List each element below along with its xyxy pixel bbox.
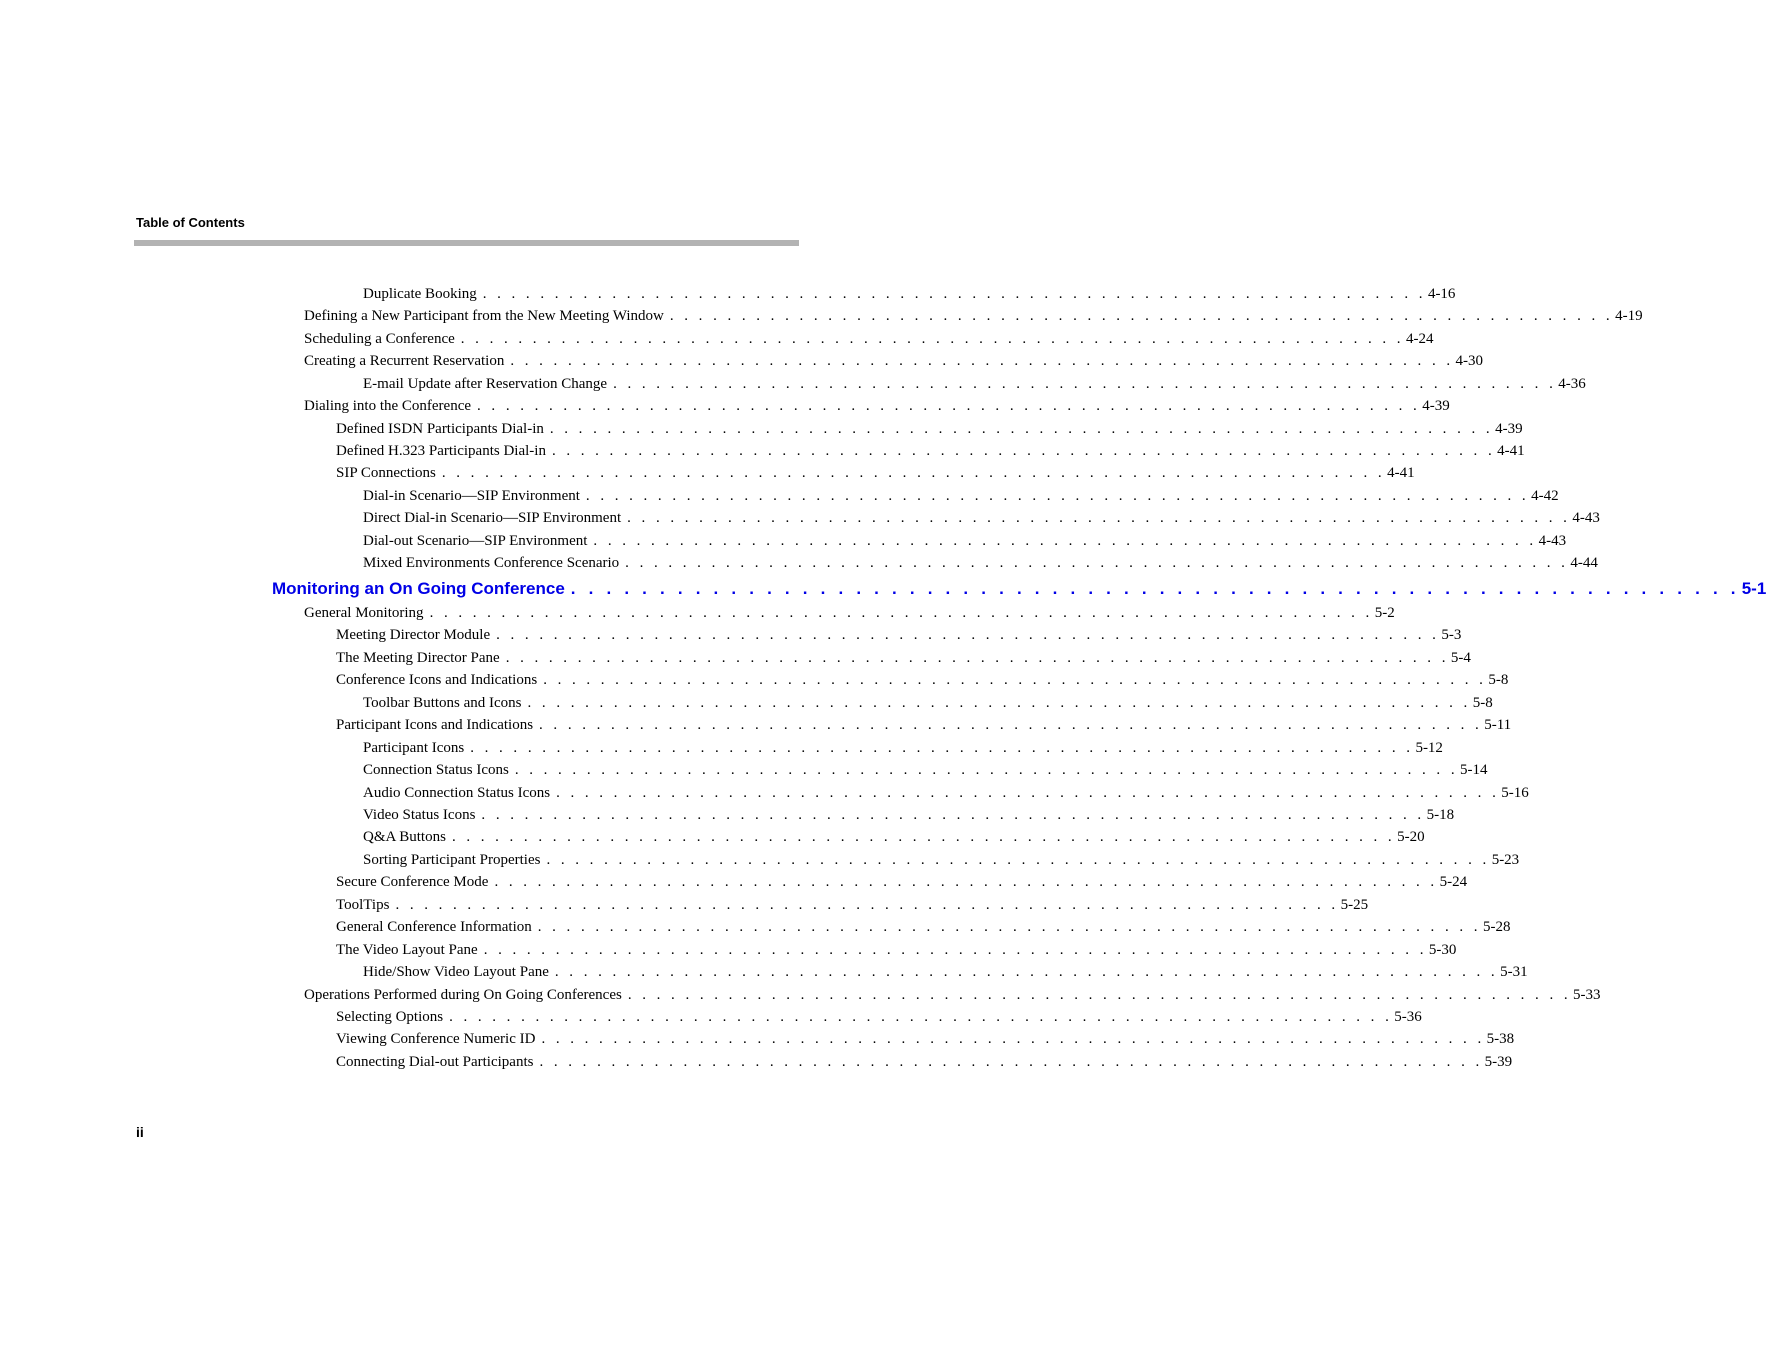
- toc-entry-title: Secure Conference Mode: [336, 874, 489, 890]
- toc-entry-title: Connection Status Icons: [363, 762, 509, 778]
- toc-dot-leader: . . . . . . . . . . . . . . . . . . . . . . . . . . . . . . . . . . . . . . . . . . . . . . . . . . . . . . . . . . . . . . . . . .: [477, 398, 1421, 414]
- toc-dot-leader: . . . . . . . . . . . . . . . . . . . . . . . . . . . . . . . . . . . . . . . . . . . . . . . . . . . . . . . . . . . . . . . . . .: [551, 443, 1496, 459]
- footer-page-number: ii: [136, 1124, 144, 1140]
- toc-entry-page: 4-41: [1497, 443, 1525, 459]
- toc-entry-title: Dial-out Scenario—SIP Environment: [363, 533, 588, 549]
- toc-entry-page: 5-33: [1573, 987, 1601, 1003]
- toc-entry-page: 5-20: [1397, 829, 1425, 845]
- toc-entry-page: 5-23: [1491, 852, 1520, 868]
- toc-dot-leader: . . . . . . . . . . . . . . . . . . . . . . . . . . . . . . . . . . . . . . . . . . . . . . . . . . . . . . . . . . . . . . . . . .: [570, 579, 1740, 598]
- toc-entry-page: 5-36: [1394, 1009, 1422, 1025]
- toc-entry[interactable]: [336, 441, 1525, 461]
- toc-entry-title: Dialing into the Conference: [304, 398, 472, 414]
- toc-dot-leader: . . . . . . . . . . . . . . . . . . . . . . . . . . . . . . . . . . . . . . . . . . . . . . . . . . . . . . . . . . . . . . . . . .: [613, 376, 1557, 392]
- toc-entry[interactable]: [363, 374, 1586, 394]
- toc-entry[interactable]: [363, 693, 1493, 713]
- toc-entry-title: Duplicate Booking: [363, 286, 477, 302]
- toc-entry[interactable]: [363, 962, 1528, 982]
- toc-entry-title: Connecting Dial-out Participants: [336, 1054, 534, 1070]
- toc-entry-page: 4-19: [1615, 308, 1643, 324]
- toc-dot-leader: . . . . . . . . . . . . . . . . . . . . . . . . . . . . . . . . . . . . . . . . . . . . . . . . . . . . . . . . . . . . . . . . . .: [527, 695, 1471, 711]
- toc-entry-title: Sorting Participant Properties: [363, 852, 541, 868]
- toc-entry[interactable]: [336, 895, 1369, 915]
- toc-dot-leader: . . . . . . . . . . . . . . . . . . . . . . . . . . . . . . . . . . . . . . . . . . . . . . . . . . . . . . . . . . . . . . . . . .: [593, 533, 1537, 549]
- toc-dot-leader: . . . . . . . . . . . . . . . . . . . . . . . . . . . . . . . . . . . . . . . . . . . . . . . . . . . . . . . . . . . . . . . . . .: [510, 353, 1454, 369]
- toc-dot-leader: . . . . . . . . . . . . . . . . . . . . . . . . . . . . . . . . . . . . . . . . . . . . . . . . . . . . . . . . . . . . . . . . . .: [441, 465, 1386, 481]
- toc-entry[interactable]: [363, 553, 1598, 573]
- toc-entry-title: Defining a New Participant from the New Meeting Window: [304, 308, 664, 324]
- toc-entry[interactable]: [336, 917, 1511, 937]
- toc-dot-leader: . . . . . . . . . . . . . . . . . . . . . . . . . . . . . . . . . . . . . . . . . . . . . . . . . . . . . . . . . . . . . . . . . .: [481, 807, 1425, 823]
- toc-entry-title: Defined ISDN Participants Dial-in: [336, 421, 544, 437]
- toc-entry[interactable]: [336, 648, 1471, 668]
- toc-entry-page: 4-41: [1387, 465, 1415, 481]
- toc-entry-page: 4-42: [1531, 488, 1559, 504]
- toc-entry-title: Participant Icons: [363, 740, 465, 756]
- toc-entry-page: 4-39: [1422, 398, 1450, 414]
- toc-entry-page: 5-24: [1439, 874, 1468, 890]
- toc-entry-title: The Meeting Director Pane: [336, 650, 500, 666]
- toc-dot-leader: . . . . . . . . . . . . . . . . . . . . . . . . . . . . . . . . . . . . . . . . . . . . . . . . . . . . . . . . . . . . . . . . . .: [546, 852, 1490, 868]
- toc-entry-title: ToolTips: [336, 897, 390, 913]
- toc-entry-page: 5-1: [1741, 579, 1766, 598]
- toc-dot-leader: . . . . . . . . . . . . . . . . . . . . . . . . . . . . . . . . . . . . . . . . . . . . . . . . . . . . . . . . . . . . . . . . . .: [496, 627, 1440, 643]
- toc-entry[interactable]: [363, 783, 1529, 803]
- toc-entry-title: Meeting Director Module: [336, 627, 491, 643]
- toc-entry-page: 5-8: [1472, 695, 1493, 711]
- toc-entry-page: 5-31: [1500, 964, 1528, 980]
- toc-dot-leader: . . . . . . . . . . . . . . . . . . . . . . . . . . . . . . . . . . . . . . . . . . . . . . . . . . . . . . . . . . . . . . . . . .: [627, 510, 1571, 526]
- toc-dot-leader: . . . . . . . . . . . . . . . . . . . . . . . . . . . . . . . . . . . . . . . . . . . . . . . . . . . . . . . . . . . . . . . . . .: [556, 785, 1500, 801]
- toc-dot-leader: . . . . . . . . . . . . . . . . . . . . . . . . . . . . . . . . . . . . . . . . . . . . . . . . . . . . . . . . . . . . . . . . . .: [494, 874, 1438, 890]
- toc-entry-title: Monitoring an On Going Conference: [272, 579, 565, 598]
- toc-entry-page: 4-43: [1538, 533, 1567, 549]
- toc-entry[interactable]: [304, 396, 1450, 416]
- toc-entry[interactable]: [336, 872, 1468, 892]
- toc-entry[interactable]: [363, 531, 1567, 551]
- toc-entry[interactable]: [336, 940, 1457, 960]
- toc-entry-title: Participant Icons and Indications: [336, 717, 534, 733]
- toc-entry[interactable]: [304, 985, 1601, 1005]
- toc-entry[interactable]: [363, 738, 1443, 758]
- toc-entry-page: 4-16: [1427, 286, 1456, 302]
- toc-entry-title: Direct Dial-in Scenario—SIP Environment: [363, 510, 622, 526]
- toc-entry-page: 4-44: [1570, 555, 1598, 571]
- toc-entry[interactable]: [304, 603, 1395, 623]
- toc-dot-leader: . . . . . . . . . . . . . . . . . . . . . . . . . . . . . . . . . . . . . . . . . . . . . . . . . . . . . . . . . . . . . . . . . .: [625, 555, 1569, 571]
- toc-entry-title: The Video Layout Pane: [336, 942, 478, 958]
- toc-dot-leader: . . . . . . . . . . . . . . . . . . . . . . . . . . . . . . . . . . . . . . . . . . . . . . . . . . . . . . . . . . . . . . . . . .: [541, 1031, 1485, 1047]
- toc-dot-leader: . . . . . . . . . . . . . . . . . . . . . . . . . . . . . . . . . . . . . . . . . . . . . . . . . . . . . . . . . . . . . . . . . .: [482, 286, 1426, 302]
- toc-dot-leader: . . . . . . . . . . . . . . . . . . . . . . . . . . . . . . . . . . . . . . . . . . . . . . . . . . . . . . . . . . . . . . . . . .: [554, 964, 1499, 980]
- toc-entry-page: 5-14: [1460, 762, 1488, 778]
- toc-entry-title: E-mail Update after Reservation Change: [363, 376, 608, 392]
- toc-entry[interactable]: [363, 805, 1455, 825]
- running-header-title: Table of Contents: [136, 215, 245, 230]
- toc-entry-page: 4-39: [1495, 421, 1523, 437]
- toc-entry[interactable]: [363, 827, 1425, 847]
- toc-entry-page: 4-36: [1558, 376, 1586, 392]
- toc-entry-title: General Conference Information: [336, 919, 532, 935]
- toc-entry[interactable]: [304, 329, 1434, 349]
- toc-dot-leader: . . . . . . . . . . . . . . . . . . . . . . . . . . . . . . . . . . . . . . . . . . . . . . . . . . . . . . . . . . . . . . . . . .: [585, 488, 1530, 504]
- toc-dot-leader: . . . . . . . . . . . . . . . . . . . . . . . . . . . . . . . . . . . . . . . . . . . . . . . . . . . . . . . . . . . . . . . . . .: [470, 740, 1414, 756]
- toc-dot-leader: . . . . . . . . . . . . . . . . . . . . . . . . . . . . . . . . . . . . . . . . . . . . . . . . . . . . . . . . . . . . . . . . . .: [460, 331, 1404, 347]
- toc-dot-leader: . . . . . . . . . . . . . . . . . . . . . . . . . . . . . . . . . . . . . . . . . . . . . . . . . . . . . . . . . . . . . . . . . .: [483, 942, 1427, 958]
- toc-entry-page: 5-8: [1488, 672, 1509, 688]
- toc-dot-leader: . . . . . . . . . . . . . . . . . . . . . . . . . . . . . . . . . . . . . . . . . . . . . . . . . . . . . . . . . . . . . . . . . .: [505, 650, 1449, 666]
- toc-entry[interactable]: [336, 1029, 1515, 1049]
- toc-entry-title: Toolbar Buttons and Icons: [363, 695, 522, 711]
- toc-entry-page: 5-39: [1484, 1054, 1513, 1070]
- toc-entry[interactable]: [363, 508, 1600, 528]
- toc-entry-title: Mixed Environments Conference Scenario: [363, 555, 620, 571]
- toc-dot-leader: . . . . . . . . . . . . . . . . . . . . . . . . . . . . . . . . . . . . . . . . . . . . . . . . . . . . . . . . . . . . . . . . . .: [514, 762, 1459, 778]
- toc-dot-leader: . . . . . . . . . . . . . . . . . . . . . . . . . . . . . . . . . . . . . . . . . . . . . . . . . . . . . . . . . . . . . . . . . .: [543, 672, 1487, 688]
- toc-entry-page: 5-2: [1374, 605, 1395, 621]
- toc-entry-title: Dial-in Scenario—SIP Environment: [363, 488, 580, 504]
- toc-entry-title: Viewing Conference Numeric ID: [336, 1031, 536, 1047]
- toc-dot-leader: . . . . . . . . . . . . . . . . . . . . . . . . . . . . . . . . . . . . . . . . . . . . . . . . . . . . . . . . . . . . . . . . . .: [539, 1054, 1483, 1070]
- toc-dot-leader: . . . . . . . . . . . . . . . . . . . . . . . . . . . . . . . . . . . . . . . . . . . . . . . . . . . . . . . . . . . . . . . . . .: [627, 987, 1572, 1003]
- toc-entry[interactable]: [336, 670, 1509, 690]
- toc-entry-page: 5-30: [1428, 942, 1457, 958]
- toc-entry-title: Selecting Options: [336, 1009, 444, 1025]
- toc-entry-page: 5-18: [1426, 807, 1455, 823]
- toc-dot-leader: . . . . . . . . . . . . . . . . . . . . . . . . . . . . . . . . . . . . . . . . . . . . . . . . . . . . . . . . . . . . . . . . . .: [451, 829, 1396, 845]
- toc-dot-leader: . . . . . . . . . . . . . . . . . . . . . . . . . . . . . . . . . . . . . . . . . . . . . . . . . . . . . . . . . . . . . . . . . .: [429, 605, 1373, 621]
- toc-entry[interactable]: [304, 351, 1484, 371]
- toc-entry-title: Operations Performed during On Going Conferences: [304, 987, 622, 1003]
- toc-entry-page: 4-30: [1455, 353, 1484, 369]
- toc-entry-page: 4-24: [1405, 331, 1434, 347]
- toc-entry[interactable]: [336, 1007, 1422, 1027]
- toc-entry[interactable]: [363, 486, 1559, 506]
- toc-dot-leader: . . . . . . . . . . . . . . . . . . . . . . . . . . . . . . . . . . . . . . . . . . . . . . . . . . . . . . . . . . . . . . . . . .: [537, 919, 1481, 935]
- toc-entry-page: 5-16: [1501, 785, 1529, 801]
- toc-entry[interactable]: [336, 1052, 1513, 1072]
- toc-entry-title: General Monitoring: [304, 605, 424, 621]
- toc-entry[interactable]: [304, 306, 1643, 326]
- toc-entry-page: 5-25: [1340, 897, 1369, 913]
- toc-entry-page: 5-3: [1441, 627, 1462, 643]
- toc-entry-page: 4-43: [1572, 510, 1600, 526]
- toc-entry-title: Conference Icons and Indications: [336, 672, 538, 688]
- toc-entry-page: 5-11: [1484, 717, 1512, 733]
- toc-entry[interactable]: [336, 419, 1523, 439]
- toc-dot-leader: . . . . . . . . . . . . . . . . . . . . . . . . . . . . . . . . . . . . . . . . . . . . . . . . . . . . . . . . . . . . . . . . . .: [449, 1009, 1393, 1025]
- toc-entry[interactable]: [336, 715, 1512, 735]
- toc-entry[interactable]: [336, 463, 1415, 483]
- toc-entry[interactable]: [363, 760, 1488, 780]
- toc-entry-page: 5-4: [1450, 650, 1471, 666]
- toc-entry-title: SIP Connections: [336, 465, 436, 481]
- toc-entry-title: Scheduling a Conference: [304, 331, 455, 347]
- toc-entry[interactable]: [336, 625, 1462, 645]
- toc-dot-leader: . . . . . . . . . . . . . . . . . . . . . . . . . . . . . . . . . . . . . . . . . . . . . . . . . . . . . . . . . . . . . . . . . .: [669, 308, 1614, 324]
- toc-entry-title: Video Status Icons: [363, 807, 476, 823]
- toc-entry-page: 5-38: [1486, 1031, 1515, 1047]
- toc-entry-title: Q&A Buttons: [363, 829, 446, 845]
- toc-entry[interactable]: [363, 284, 1456, 304]
- toc-dot-leader: . . . . . . . . . . . . . . . . . . . . . . . . . . . . . . . . . . . . . . . . . . . . . . . . . . . . . . . . . . . . . . . . . .: [539, 717, 1483, 733]
- toc-entry-title: Defined H.323 Participants Dial-in: [336, 443, 546, 459]
- toc-entry-title: Hide/Show Video Layout Pane: [363, 964, 549, 980]
- toc-entry-title: Audio Connection Status Icons: [363, 785, 551, 801]
- toc-dot-leader: . . . . . . . . . . . . . . . . . . . . . . . . . . . . . . . . . . . . . . . . . . . . . . . . . . . . . . . . . . . . . . . . . .: [395, 897, 1339, 913]
- toc-entry[interactable]: [363, 850, 1520, 870]
- toc-entry-page: 5-12: [1415, 740, 1443, 756]
- toc-dot-leader: . . . . . . . . . . . . . . . . . . . . . . . . . . . . . . . . . . . . . . . . . . . . . . . . . . . . . . . . . . . . . . . . . .: [549, 421, 1494, 437]
- toc-chapter-entry[interactable]: [272, 578, 1766, 600]
- toc-entry-page: 5-28: [1482, 919, 1511, 935]
- toc-entry-title: Creating a Recurrent Reservation: [304, 353, 505, 369]
